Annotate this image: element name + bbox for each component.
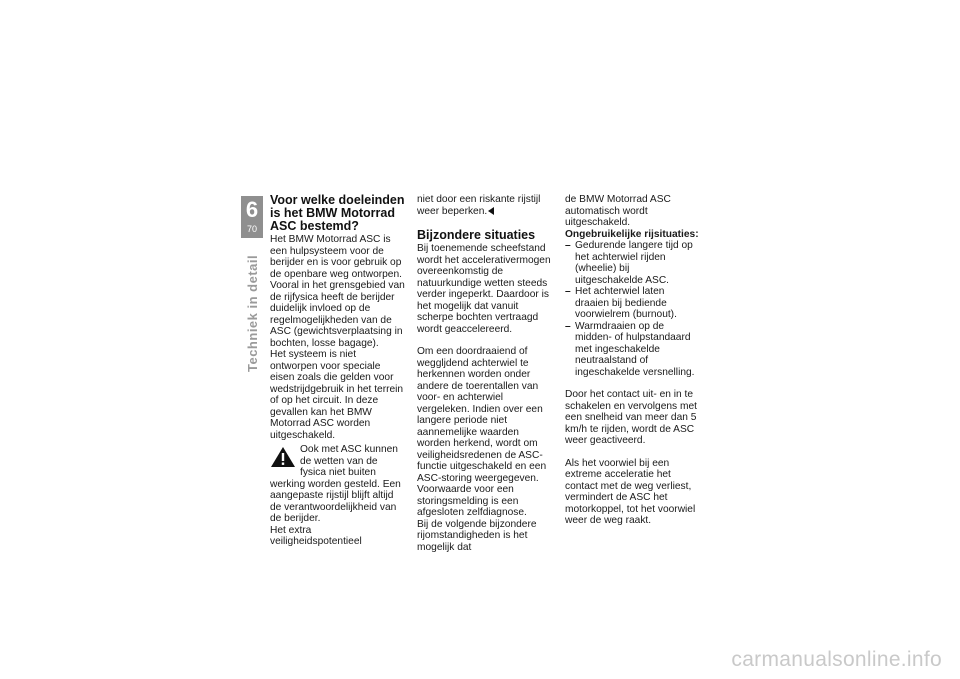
paragraph: de BMW Motorrad ASC automatisch wordt uitgeschakeld. bbox=[565, 194, 671, 228]
column-3 bbox=[565, 194, 700, 527]
situation-list bbox=[565, 240, 700, 378]
paragraph: Bij toenemende scheefstand wordt het accelerativermogen overeenkomstig de natuurkundige wetten steeds verder ingeperkt. Daardoor is het mogelijk dat vanuit scherpe bochten vertraagd wordt geaccelereerd. bbox=[417, 243, 551, 335]
chapter-number: 6 bbox=[245, 197, 259, 222]
paragraph: Als het voorwiel bij een extreme acceleratie het contact met de weg verliest, vermindert de ASC het motorkoppel, tot het voorwiel weer de weg raakt. bbox=[565, 457, 696, 526]
paragraph: Het BMW Motorrad ASC is een hulpsysteem voor de berijder en is voor gebruik op de openbare weg ontworpen. Vooral in het grensgebied van de rijfysica heeft de berijder duidelijk invloed op de regelmogelijkheden van de ASC (gewichtsverplaatsing in bochten, losse bagage). bbox=[270, 234, 405, 349]
paragraph: Om een doordraaiend of weggljdend achterwiel te herkennen worden onder andere de toerentallen van voor- en achterwiel vergeleken. Indien over een langere periode niet aannemelijke waarden worden herkend, wordt om veiligheidsredenen de ASC-functie uitgeschakeld en een ASC-storing weergegeven. Voorwaarde voor een storingsmelding is een afgesloten zelfdiagnose. bbox=[417, 346, 547, 518]
watermark: carmanualsonline.info bbox=[731, 648, 942, 671]
section-heading-special-situations: Bijzondere situaties bbox=[417, 228, 536, 242]
paragraph-text: niet door een riskante rijstijl weer beperken. bbox=[417, 194, 541, 217]
warning-text: Ook met ASC kunnen de wetten van de fysica niet buiten werking worden gesteld. Een aangepaste rijstijl blijft altijd de verantwoordelijkheid van de berijder. bbox=[270, 444, 401, 524]
column-1 bbox=[270, 194, 405, 548]
list-item: – Gedurende langere tijd op het achterwiel rijden (wheelie) bij uitgeschakelde ASC. bbox=[565, 240, 700, 286]
paragraph: Bij de volgende bijzondere rijomstandigheden is het mogelijk dat bbox=[417, 518, 537, 553]
paragraph: Door het contact uit- en in te schakelen en vervolgens met een snelheid van meer dan 5 km/h te rijden, wordt de ASC weer geactiveerd. bbox=[565, 389, 697, 446]
list-item: – Warmdraaien op de midden- of hulpstandaard met ingeschakelde neutraalstand of ingeschakelde versnelling. bbox=[565, 321, 700, 379]
warning-note bbox=[270, 444, 405, 525]
warning-triangle-icon bbox=[270, 446, 296, 468]
paragraph: Het extra veiligheidspotentieel bbox=[270, 524, 362, 547]
list-item: – Het achterwiel laten draaien bij bediende voorwielrem (burnout). bbox=[565, 286, 700, 321]
subheading-unusual-situations: Ongebruikelijke rijsituaties: bbox=[565, 228, 699, 240]
paragraph bbox=[417, 194, 552, 217]
chapter-title: Techniek in detail bbox=[245, 254, 260, 372]
end-mark-icon bbox=[488, 207, 494, 215]
section-heading-purpose: Voor welke doeleinden is het BMW Motorrad ASC bestemd? bbox=[270, 193, 405, 233]
column-2 bbox=[417, 194, 552, 553]
page-number: 70 bbox=[246, 224, 257, 234]
paragraph: Het systeem is niet ontworpen voor speciale eisen zoals die gelden voor wedstrijdgebruik in het terrein of op het circuit. In deze gevallen kan het BMW Motorrad ASC worden uitgeschakeld. bbox=[270, 349, 404, 441]
